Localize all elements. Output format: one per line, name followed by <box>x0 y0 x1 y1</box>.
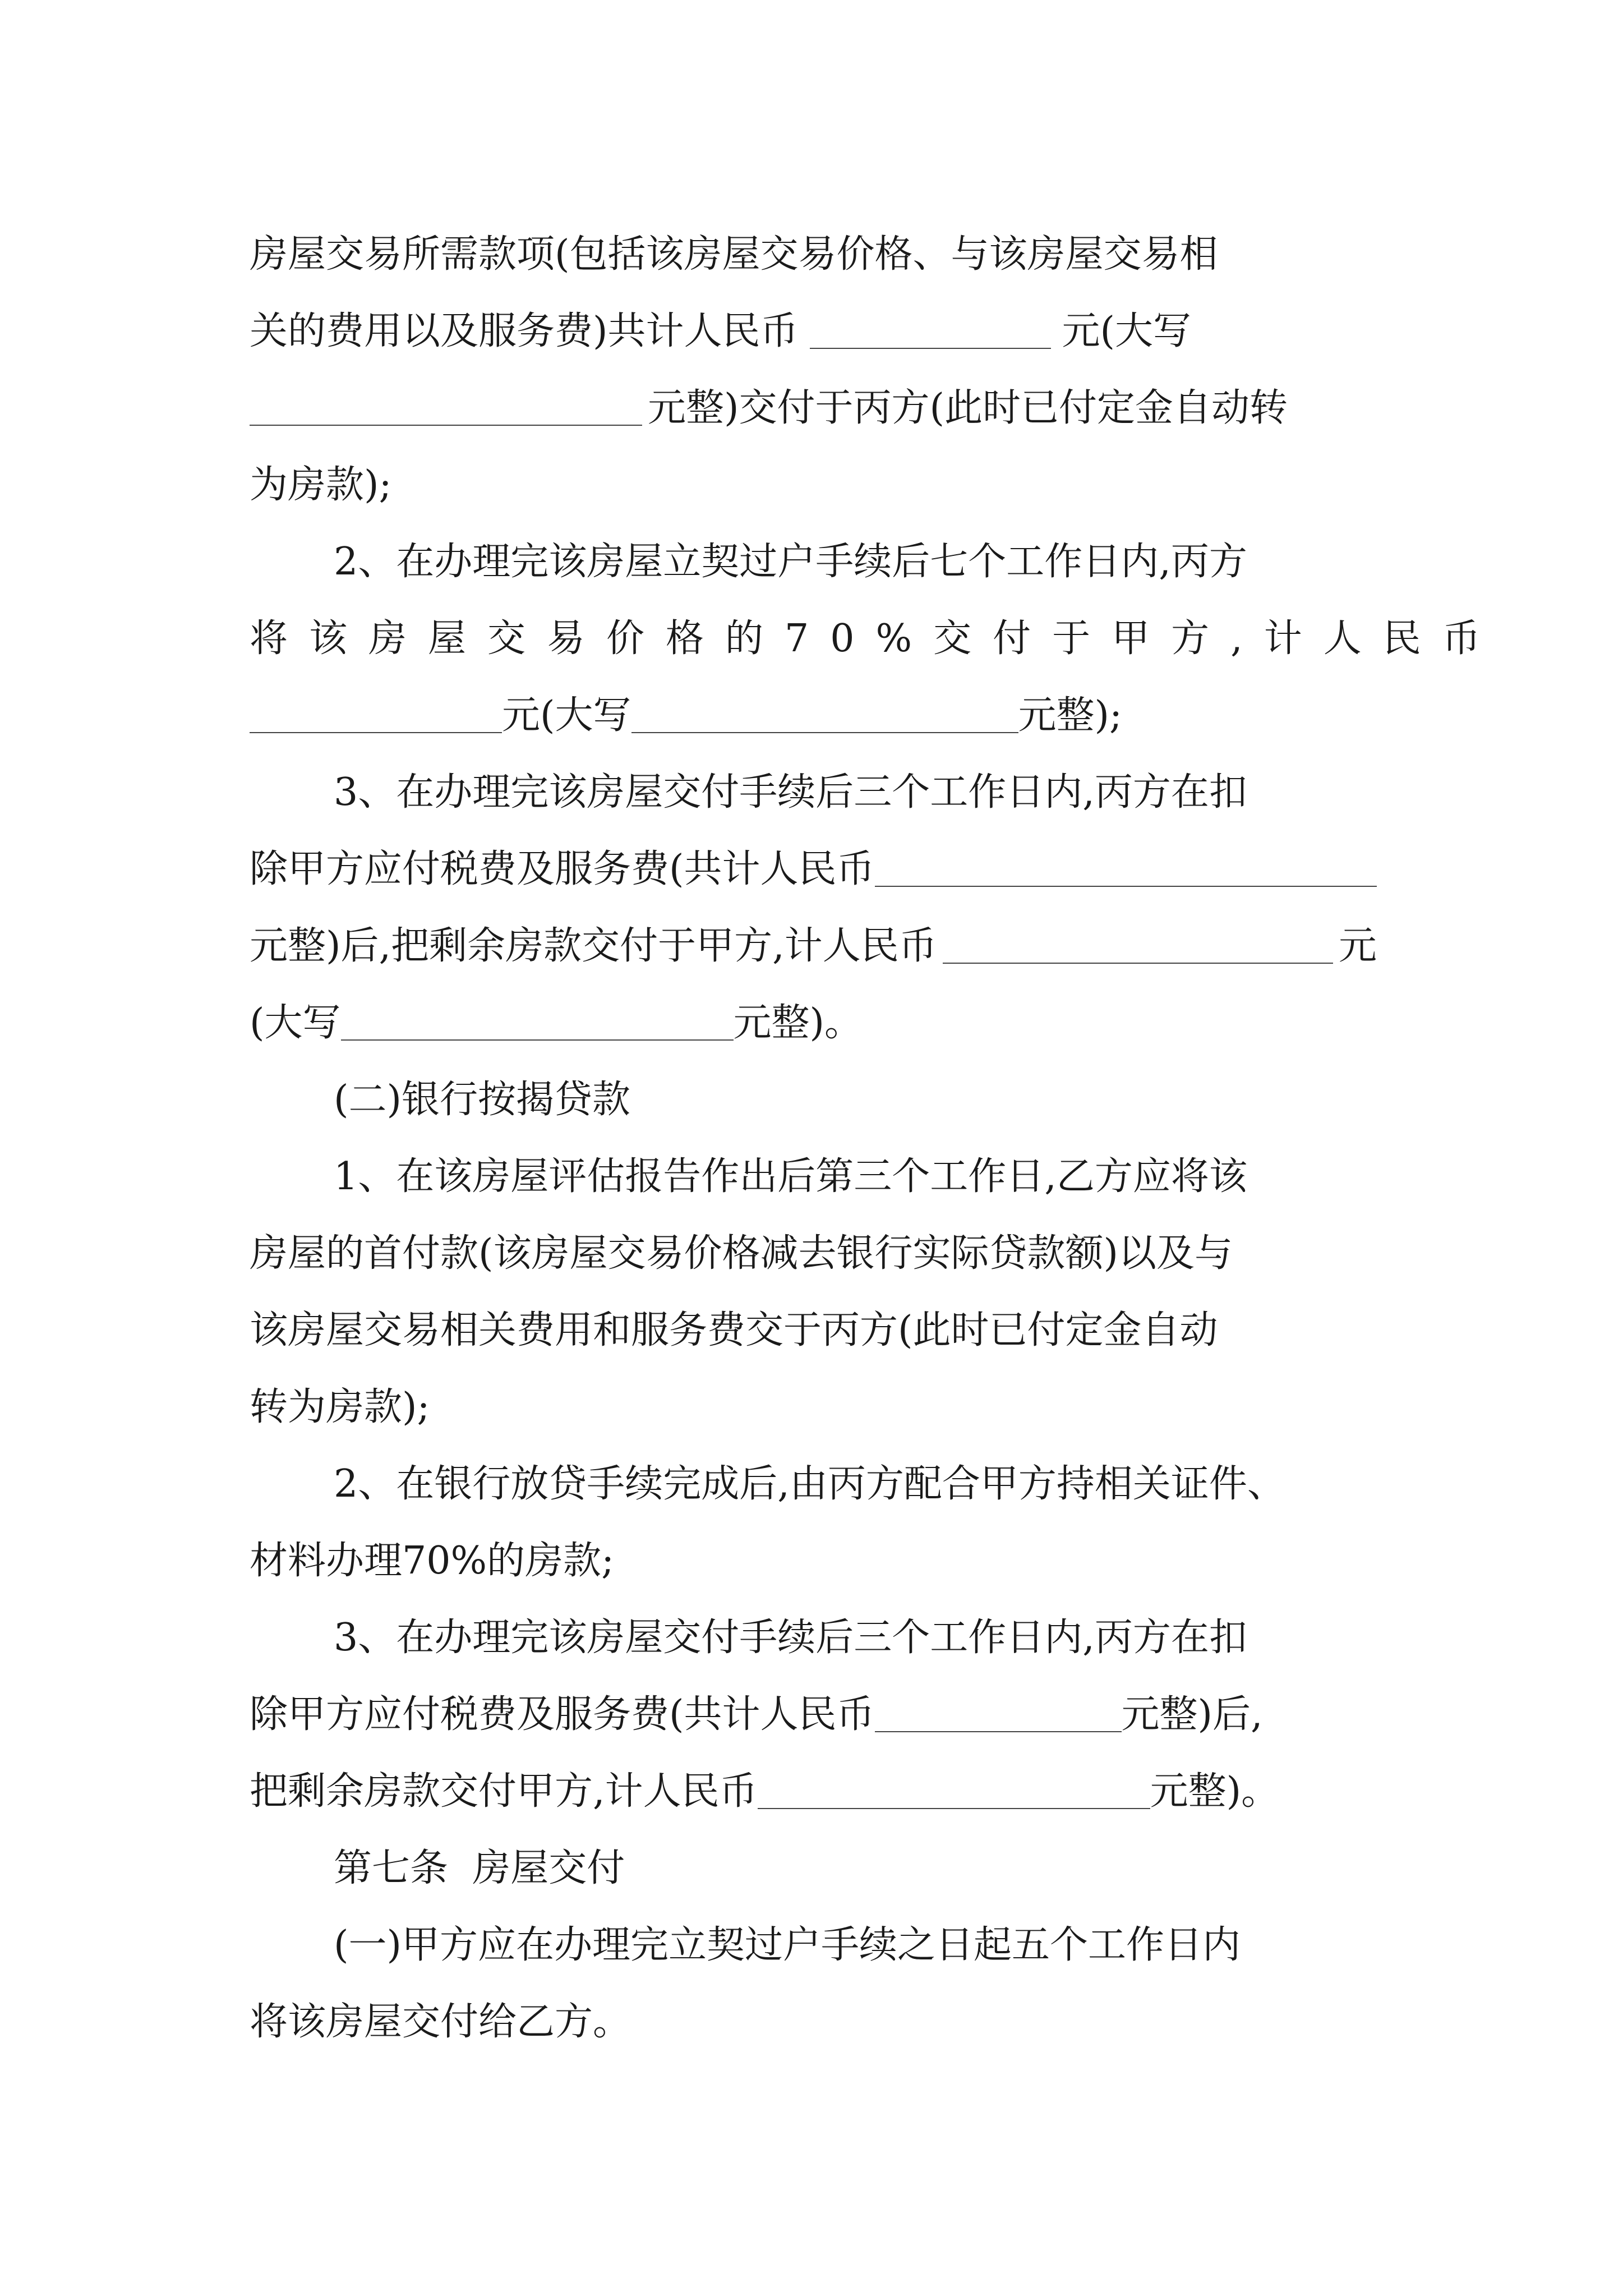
fill-in-blank <box>875 886 1377 887</box>
text: 除甲方应付税费及服务费(共计人民币 <box>250 1692 875 1737</box>
text: 元整)。 <box>1150 1769 1280 1814</box>
fill-in-blank <box>250 732 502 733</box>
text: 材料办理70%的房款; <box>250 1539 615 1583</box>
paragraph-line <box>250 754 1377 831</box>
paragraph-line <box>250 600 1502 677</box>
paragraph-line <box>250 1907 1377 1984</box>
fill-in-blank <box>631 732 1018 733</box>
section-heading <box>250 1061 1377 1138</box>
text: 元整)。 <box>733 1001 863 1045</box>
article-heading <box>250 1830 1377 1907</box>
text: 转为房款); <box>250 1385 430 1429</box>
paragraph-line <box>250 1446 1377 1522</box>
fill-in-blank <box>810 348 1051 349</box>
text: 把剩余房款交付甲方,计人民币 <box>250 1769 758 1814</box>
text: 房屋交易所需款项(包括该房屋交易价格、与该房屋交易相 <box>250 232 1218 277</box>
paragraph-line <box>250 1369 1377 1446</box>
text: 3、在办理完该房屋交付手续后三个工作日内,丙方在扣 <box>334 770 1247 815</box>
paragraph-line <box>250 1599 1377 1676</box>
text: 元 <box>1338 924 1377 968</box>
paragraph-line <box>250 1138 1377 1215</box>
document-page <box>250 216 1502 2060</box>
text: 2、在银行放贷手续完成后,由丙方配合甲方持相关证件、 <box>334 1462 1285 1506</box>
paragraph-line <box>250 984 1377 1061</box>
text: 将该房屋交付给乙方。 <box>250 2000 631 2044</box>
text: 将该房屋交易价格的70%交付于甲方,计人民币 <box>250 616 1502 661</box>
fill-in-blank <box>943 963 1333 964</box>
text: 元整)后, <box>1121 1692 1263 1737</box>
text: 1、在该房屋评估报告作出后第三个工作日,乙方应将该 <box>334 1154 1247 1199</box>
paragraph-line <box>250 216 1377 293</box>
paragraph-line <box>250 370 1377 447</box>
text: 元整)后,把剩余房款交付于甲方,计人民币 <box>250 924 937 968</box>
paragraph-line <box>250 1522 1377 1599</box>
fill-in-blank <box>875 1731 1122 1732</box>
paragraph-line <box>250 831 1377 908</box>
fill-in-blank <box>758 1808 1150 1809</box>
paragraph-line <box>250 1753 1377 1830</box>
paragraph-line <box>250 908 1377 984</box>
paragraph-line <box>250 1676 1377 1753</box>
text: 元(大写 <box>502 693 631 738</box>
paragraph-line <box>250 1215 1377 1292</box>
paragraph-line <box>250 1292 1377 1369</box>
text: 2、在办理完该房屋立契过户手续后七个工作日内,丙方 <box>334 540 1247 584</box>
text: 关的费用以及服务费)共计人民币 <box>250 309 799 353</box>
paragraph-line <box>250 293 1377 370</box>
paragraph-line <box>250 1984 1377 2060</box>
text: 除甲方应付税费及服务费(共计人民币 <box>250 847 875 891</box>
text: 该房屋交易相关费用和服务费交于丙方(此时已付定金自动 <box>250 1308 1218 1352</box>
fill-in-blank <box>341 1039 734 1041</box>
text: 第七条 房屋交付 <box>334 1846 625 1890</box>
text: 房屋的首付款(该房屋交易价格减去银行实际贷款额)以及与 <box>250 1231 1233 1276</box>
text: (大写 <box>250 1001 341 1045</box>
text: 元整); <box>1018 693 1122 738</box>
paragraph-line <box>250 447 1377 523</box>
paragraph-line <box>250 523 1377 600</box>
text: 元整)交付于丙方(此时已付定金自动转 <box>648 386 1288 430</box>
text: (一)甲方应在办理完立契过户手续之日起五个工作日内 <box>334 1923 1241 1967</box>
text: (二)银行按揭贷款 <box>334 1078 631 1122</box>
paragraph-line <box>250 677 1377 754</box>
fill-in-blank <box>250 425 642 426</box>
text: 为房款); <box>250 463 392 507</box>
text: 3、在办理完该房屋交付手续后三个工作日内,丙方在扣 <box>334 1616 1247 1660</box>
text: 元(大写 <box>1062 309 1192 353</box>
